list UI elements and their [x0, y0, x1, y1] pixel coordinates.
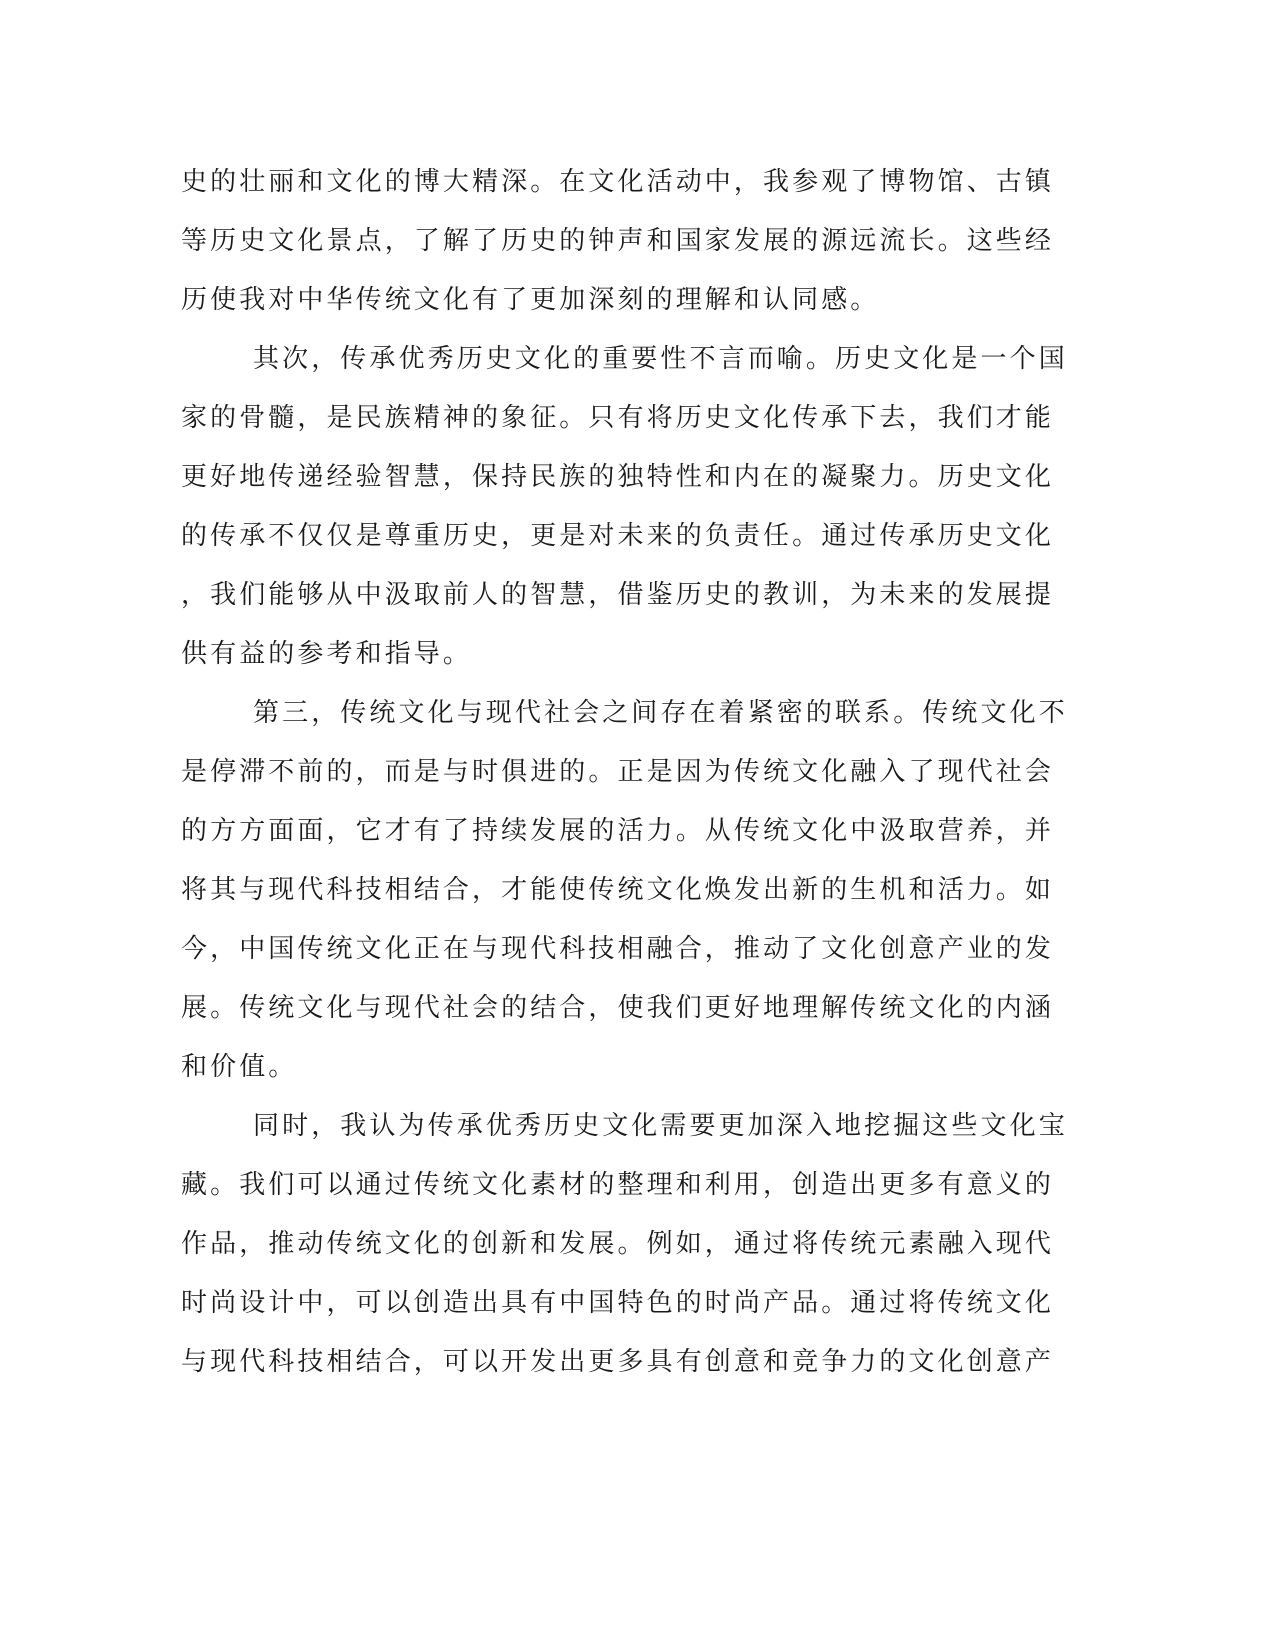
text-line: 作品，推动传统文化的创新和发展。例如，通过将传统元素融入现代 [181, 1229, 1055, 1259]
text-line: 展。传统文化与现代社会的结合，使我们更好地理解传统文化的内涵 [181, 993, 1055, 1023]
text-line: 的传承不仅仅是尊重历史，更是对未来的负责任。通过传承历史文化 [181, 521, 1055, 551]
paragraph-start-line: 同时，我认为传承优秀历史文化需要更加深入地挖掘这些文化宝 [253, 1111, 1068, 1141]
text-line: 的方方面面，它才有了持续发展的活力。从传统文化中汲取营养，并 [181, 816, 1055, 846]
text-line: 供有益的参考和指导。 [181, 639, 473, 669]
text-line: 今，中国传统文化正在与现代科技相融合，推动了文化创意产业的发 [181, 934, 1055, 964]
document-body [181, 153, 1068, 1392]
paragraph-start-line: 其次，传承优秀历史文化的重要性不言而喻。历史文化是一个国 [253, 344, 1068, 374]
text-line: 等历史文化景点，了解了历史的钟声和国家发展的源远流长。这些经 [181, 226, 1055, 256]
text-line: 家的骨髓，是民族精神的象征。只有将历史文化传承下去，我们才能 [181, 403, 1055, 433]
text-line: 历使我对中华传统文化有了更加深刻的理解和认同感。 [181, 285, 880, 315]
text-line: 与现代科技相结合，可以开发出更多具有创意和竞争力的文化创意产 [181, 1347, 1055, 1377]
text-line: ，我们能够从中汲取前人的智慧，借鉴历史的教训，为未来的发展提 [181, 580, 1055, 610]
text-line: 是停滞不前的，而是与时俱进的。正是因为传统文化融入了现代社会 [181, 757, 1055, 787]
text-line: 更好地传递经验智慧，保持民族的独特性和内在的凝聚力。历史文化 [181, 462, 1055, 492]
text-line: 藏。我们可以通过传统文化素材的整理和利用，创造出更多有意义的 [181, 1170, 1055, 1200]
text-line: 史的壮丽和文化的博大精深。在文化活动中，我参观了博物馆、古镇 [181, 167, 1055, 197]
paragraph-start-line: 第三，传统文化与现代社会之间存在着紧密的联系。传统文化不 [253, 698, 1068, 728]
text-line: 将其与现代科技相结合，才能使传统文化焕发出新的生机和活力。如 [181, 875, 1055, 905]
text-line: 时尚设计中，可以创造出具有中国特色的时尚产品。通过将传统文化 [181, 1288, 1055, 1318]
text-line: 和价值。 [181, 1052, 298, 1082]
